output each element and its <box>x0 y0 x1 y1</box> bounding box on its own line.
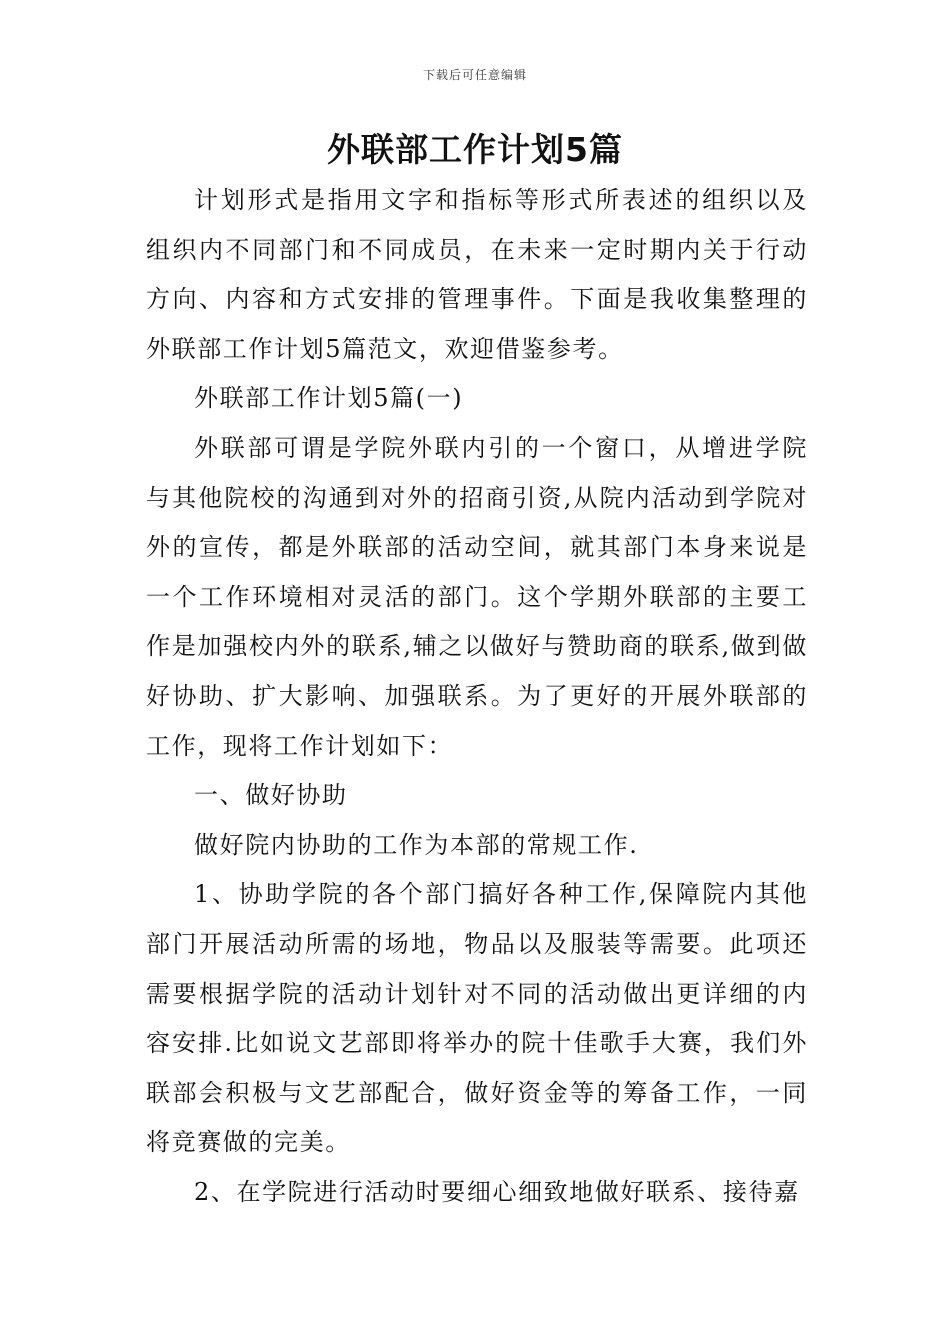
section-heading-part-one: 外联部工作计划5篇(一) <box>194 384 464 413</box>
paragraph-item-2: 2、在学院进行活动时要细心细致地做好联系、接待嘉 <box>194 1177 800 1206</box>
document-title: 外联部工作计划5篇 <box>327 130 623 169</box>
paragraph-item-1: 1、协助学院的各个部门搞好各种工作,保障院内其他部门开展活动所需的场地，物品以及服装等需要。此项还需要根据学院的活动计划针对不同的活动做出更详细的内容安排.比如说文艺部即将举办的院十佳歌手大赛，我们外联部会积极与文艺部配合，做好资金等的筹备工作，一同将竞赛做的完美。 <box>146 880 808 1157</box>
document-body <box>146 176 808 1217</box>
paragraph-assist-summary: 做好院内协助的工作为本部的常规工作. <box>194 830 639 859</box>
section-heading-assist: 一、做好协助 <box>194 781 348 810</box>
header-note: 下载后可任意编辑 <box>422 68 527 82</box>
paragraph-overview: 外联部可谓是学院外联内引的一个窗口，从增进学院与其他院校的沟通到对外的招商引资,从院内活动到学院对外的宣传，都是外联部的活动空间，就其部门本身来说是一个工作环境相对灵活的部门。这个学期外联部的主要工作是加强校内外的联系,辅之以做好与赞助商的联系,做到做好协助、扩大影响、加强联系。为了更好的开展外联部的工作，现将工作计划如下： <box>146 433 808 760</box>
paragraph-intro: 计划形式是指用文字和指标等形式所表述的组织以及组织内不同部门和不同成员，在未来一定时期内关于行动方向、内容和方式安排的管理事件。下面是我收集整理的外联部工作计划5篇范文，欢迎借鉴参考。 <box>146 186 808 363</box>
